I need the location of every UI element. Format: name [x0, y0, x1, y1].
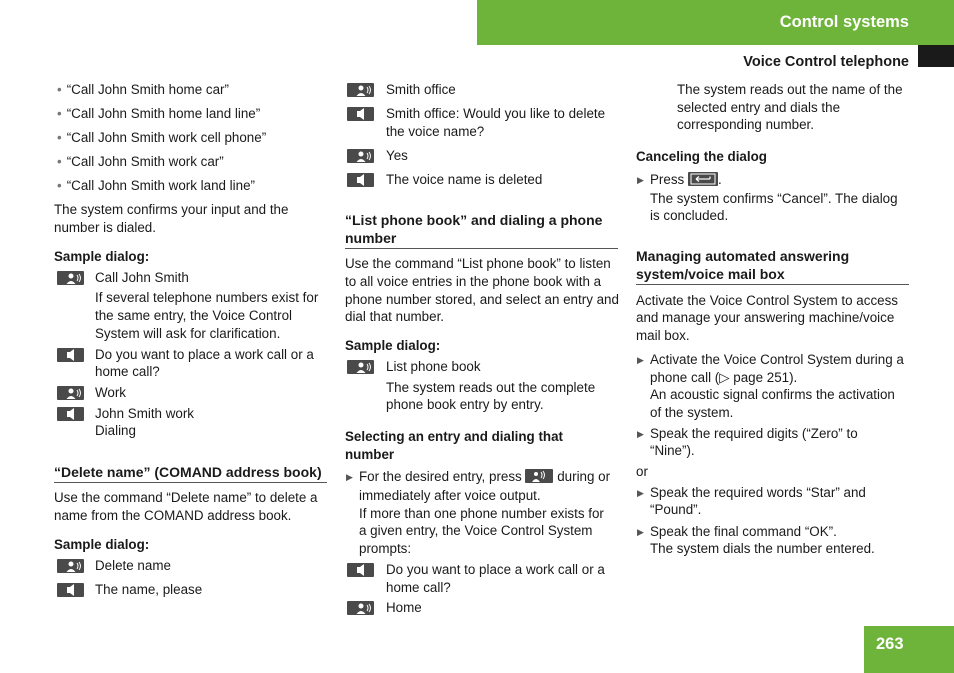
step-line [359, 468, 610, 486]
dialog-user-line: Home [386, 600, 422, 615]
step-arrow-icon: ▶ [637, 429, 644, 439]
page-number-box [864, 626, 954, 673]
thumb-tab-marker [918, 45, 954, 67]
user-speaks-icon [347, 83, 374, 97]
step-line: “Pound”. [650, 502, 702, 517]
body-line: Use the command “List phone book” to listen [345, 256, 611, 271]
dialog-system-line: Do you want to place a work call or a [95, 347, 314, 362]
dialog-note: The system reads out the complete [386, 380, 596, 395]
system-speaker-icon [57, 407, 84, 421]
confirm-line: The system confirms your input and the [54, 202, 289, 217]
list-item: • “Call John Smith work land line” [57, 177, 255, 195]
subheading-line: number [345, 447, 395, 462]
system-speaker-icon [347, 173, 374, 187]
step-line: prompts: [359, 541, 412, 556]
dialog-note: If several telephone numbers exist for [95, 290, 319, 305]
sample-dialog-label: Sample dialog: [345, 338, 441, 353]
dialog-system-line: John Smith work [95, 406, 194, 421]
sample-dialog-label: Sample dialog: [54, 537, 150, 552]
step-line: is concluded. [650, 208, 729, 223]
dialog-system-line: Do you want to place a work call or a [386, 562, 605, 577]
list-item: • “Call John Smith work car” [57, 153, 224, 171]
user-speaks-icon [347, 601, 374, 615]
section-heading: “Delete name” (COMAND address book) [54, 463, 327, 483]
body-line: corresponding number. [677, 117, 814, 132]
confirm-line: number is dialed. [54, 220, 156, 235]
dialog-system-line: the voice name? [386, 124, 485, 139]
dialog-system-line: The voice name is deleted [386, 172, 543, 187]
list-item: • “Call John Smith home land line” [57, 105, 260, 123]
dialog-user-line: Smith office [386, 82, 456, 97]
page-number: 263 [876, 635, 904, 653]
heading-line: Managing automated answering [636, 248, 850, 264]
step-line: The system dials the number entered. [650, 541, 875, 556]
system-speaker-icon [57, 348, 84, 362]
user-speaks-icon [57, 271, 84, 285]
body-line: Activate the Voice Control System to access [636, 293, 898, 308]
step-arrow-icon: ▶ [637, 175, 644, 185]
dialog-user-line: Call John Smith [95, 270, 189, 285]
step-line: Activate the Voice Control System during a [650, 352, 904, 367]
step-line: of the system. [650, 405, 734, 420]
subheading-line: Canceling the dialog [636, 149, 767, 164]
subheading-line: Selecting an entry and dialing that [345, 429, 564, 444]
dialog-note: phone book entry by entry. [386, 397, 544, 412]
body-line: and manage your answering machine/voice [636, 310, 895, 325]
back-button-icon [688, 172, 718, 186]
dialog-user-line: Work [95, 385, 126, 400]
step-text: Press [650, 172, 685, 187]
body-line: phone number stored, and select an entry and [345, 292, 619, 307]
dialog-note: System will ask for clarification. [95, 326, 281, 341]
step-text: . [717, 172, 722, 187]
section-heading [636, 247, 909, 285]
body-line: name from the COMAND address book. [54, 508, 292, 523]
step-arrow-icon: ▶ [346, 472, 353, 482]
step-line: “Nine”). [650, 443, 695, 458]
user-speaks-icon [57, 386, 84, 400]
dialog-note: the same entry, the Voice Control [95, 308, 292, 323]
section-title: Control systems [779, 13, 909, 31]
body-line: The system reads out the name of the [677, 82, 903, 97]
dialog-system-line: home call? [386, 580, 451, 595]
talk-button-icon [525, 469, 553, 483]
step-line: Speak the required digits (“Zero” to [650, 426, 858, 441]
subsection-title: Voice Control telephone [743, 54, 909, 70]
dialog-system-line: The name, please [95, 582, 203, 597]
user-speaks-icon [347, 149, 374, 163]
step-line: The system confirms “Cancel”. The dialog [650, 191, 898, 206]
system-speaker-icon [57, 583, 84, 597]
system-speaker-icon [347, 107, 374, 121]
section-heading [345, 211, 618, 249]
dialog-user-line: List phone book [386, 359, 481, 374]
step-line: An acoustic signal confirms the activation [650, 387, 895, 402]
dialog-system-line: Dialing [95, 423, 136, 438]
step-arrow-icon: ▶ [637, 355, 644, 365]
user-speaks-icon [57, 559, 84, 573]
list-item: • “Call John Smith home car” [57, 81, 229, 99]
step-line: Speak the final command “OK”. [650, 524, 837, 539]
body-line: mail box. [636, 328, 690, 343]
sample-dialog-label: Sample dialog: [54, 249, 150, 264]
step-line: phone call (▷ page 251). [650, 370, 798, 385]
user-speaks-icon [347, 360, 374, 374]
step-line: a given entry, the Voice Control System [359, 523, 593, 538]
dialog-system-line: Smith office: Would you like to delete [386, 106, 606, 121]
step-arrow-icon: ▶ [637, 527, 644, 537]
heading-line: system/voice mail box [636, 266, 785, 282]
body-line: dial that number. [345, 309, 445, 324]
step-text: during or [557, 469, 611, 484]
dialog-system-line: home call? [95, 364, 160, 379]
step-line: Speak the required words “Star” and [650, 485, 866, 500]
heading-line: “List phone book” and dialing a phone [345, 212, 603, 228]
step-arrow-icon: ▶ [637, 488, 644, 498]
body-line: to all voice entries in the phone book with a [345, 274, 602, 289]
or-separator: or [636, 464, 648, 479]
dialog-user-line: Delete name [95, 558, 171, 573]
step-text: For the desired entry, press [359, 469, 522, 484]
dialog-user-line: Yes [386, 148, 408, 163]
system-speaker-icon [347, 563, 374, 577]
list-item: • “Call John Smith work cell phone” [57, 129, 266, 147]
step-line: If more than one phone number exists for [359, 506, 604, 521]
heading-line: number [345, 230, 397, 246]
body-line: selected entry and dials the [677, 100, 841, 115]
step-line [650, 171, 722, 189]
body-line: Use the command “Delete name” to delete a [54, 490, 318, 505]
step-line: immediately after voice output. [359, 488, 541, 503]
